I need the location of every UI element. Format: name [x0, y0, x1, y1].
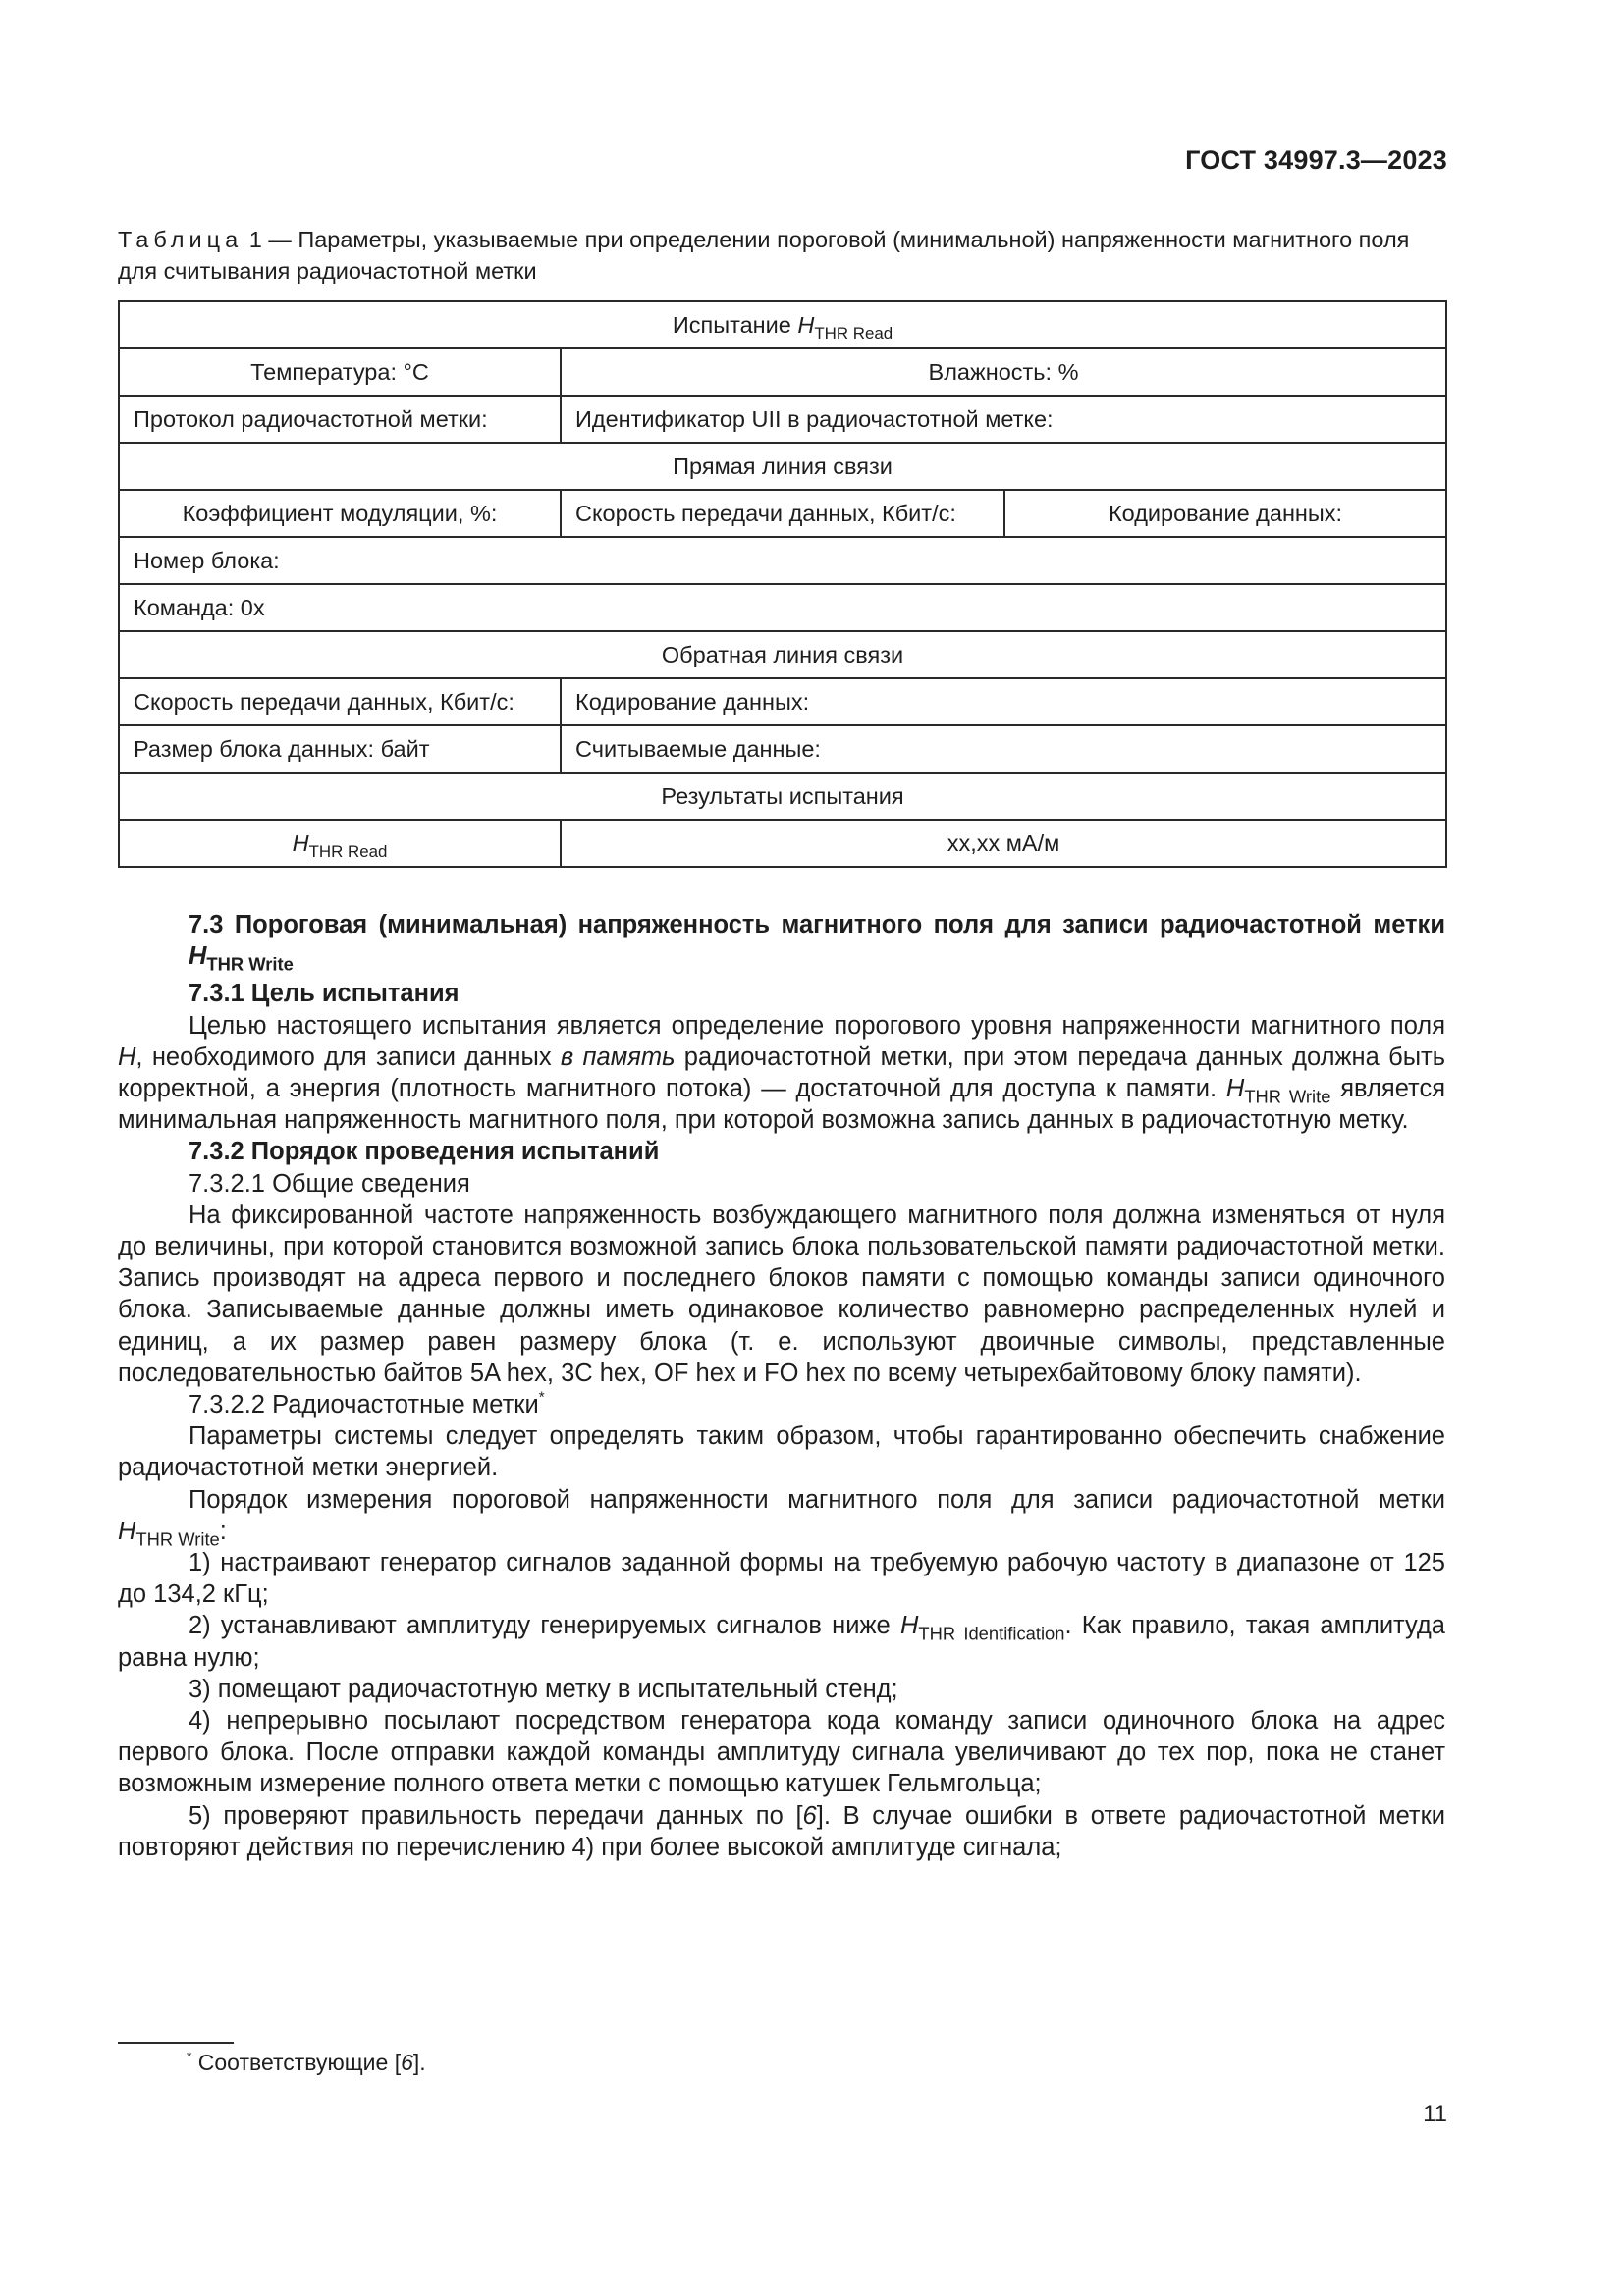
reverse-encoding-cell: Кодирование данных:: [561, 678, 1446, 725]
section-heading-7-3-1: 7.3.1 Цель испытания: [189, 980, 460, 1008]
footnote: * Соответствующие [6].: [187, 2049, 426, 2075]
forward-link-cell: Прямая линия связи: [119, 443, 1446, 490]
result-value-cell: хх,хх мА/м: [561, 820, 1446, 867]
caption-number: 1: [248, 227, 262, 252]
table-row: [119, 301, 1446, 348]
forward-encoding-cell: Кодирование данных:: [1004, 490, 1446, 537]
table-row: [119, 584, 1446, 631]
list-item: 2) устанавливают амплитуду генерируемых сигналов ниже $H_{THR Identification}$. Как правило, такая амплитуда равна нулю;: [118, 1612, 1445, 1672]
table-row: [119, 631, 1446, 678]
standard-number: ГОСТ 34997.3—2023: [1185, 145, 1447, 175]
forward-rate-cell: Скорость передачи данных, Кбит/с:: [561, 490, 1004, 537]
paragraph: Параметры системы следует определять таким образом, чтобы гарантированно обеспечить снабжение радиочастотной метки энергией.: [118, 1422, 1445, 1482]
table-row: [119, 443, 1446, 490]
table-row: [119, 490, 1446, 537]
body-text: [118, 909, 1445, 1863]
reverse-rate-cell: Скорость передачи данных, Кбит/с:: [119, 678, 561, 725]
table-row: [119, 537, 1446, 584]
parameters-table: [118, 300, 1447, 868]
reverse-link-cell: Обратная линия связи: [119, 631, 1446, 678]
temperature-cell: Температура: °С: [119, 348, 561, 396]
table-caption: [118, 224, 1445, 287]
command-cell: Команда: 0x: [119, 584, 1446, 631]
uii-cell: Идентификатор UII в радиочастотной метке:: [561, 396, 1446, 443]
table-row: [119, 348, 1446, 396]
section-heading-7-3: 7.3 Пороговая (минимальная) напряженность магнитного поля для записи радиочастотной метки $H_{THR Write}$: [189, 911, 1445, 975]
subsection-heading-7-3-2-2: 7.3.2.2 Радиочастотные метки*: [189, 1389, 545, 1419]
footnote-divider: [118, 2042, 234, 2044]
table-row: [119, 396, 1446, 443]
table-row: [119, 820, 1446, 867]
paragraph: Целью настоящего испытания является определение порогового уровня напряженности магнитного поля H, необходимого для записи данных в память радиочастотной метки, при этом передача данных должна быть корректной, а энергия (плотность магнитного потока) — достаточной для доступа к памяти. $H_{THR Write}$ является минимальная напряженность магнитного поля, при которой возможна запись данных в радиочастотную метку.: [118, 1011, 1445, 1135]
list-item: 3) помещают радиочастотную метку в испытательный стенд;: [189, 1675, 898, 1703]
protocol-cell: Протокол радиочастотной метки:: [119, 396, 561, 443]
paragraph: На фиксированной частоте напряженность возбуждающего магнитного поля должна изменяться от нуля до величины, при которой становится возможной запись блока пользовательской памяти радиочастотной метки. Запись производят на адреса первого и последнего блоков памяти с помощью команды записи одиночного блока. Записываемые данные должны иметь одинаковое количество равномерно распределенных нулей и единиц, а их размер равен размеру блока (т. е. используют двоичные символы, представленные последовательностью байтов 5A hex, 3C hex, OF hex и FO hex по всему четырехбайтовому блоку памяти).: [118, 1201, 1445, 1387]
section-heading-7-3-2: 7.3.2 Порядок проведения испытаний: [189, 1138, 660, 1166]
list-item: 4) непрерывно посылают посредством генератора кода команду записи одиночного блока на адрес первого блока. После отправки каждой команды амплитуду сигнала увеличивают до тех пор, пока не станет возможным измерение полного ответа метки с помощью катушек Гельмгольца;: [118, 1707, 1445, 1798]
block-number-cell: Номер блока:: [119, 537, 1446, 584]
modulation-cell: Коэффициент модуляции, %:: [119, 490, 561, 537]
subsection-heading-7-3-2-1: 7.3.2.1 Общие сведения: [189, 1169, 470, 1198]
list-item: 1) настраивают генератор сигналов заданной формы на требуемую рабочую частоту в диапазоне от 125 до 134,2 кГц;: [118, 1549, 1445, 1609]
results-cell: Результаты испытания: [119, 773, 1446, 820]
list-item: 5) проверяют правильность передачи данных по [6]. В случае ошибки в ответе радиочастотной метки повторяют действия по перечислению 4) при более высокой амплитуде сигнала;: [118, 1801, 1445, 1861]
table-row: [119, 773, 1446, 820]
read-data-cell: Считываемые данные:: [561, 725, 1446, 773]
paragraph-continuation: $H_{THR Write}$:: [118, 1517, 227, 1550]
caption-label: Таблица: [118, 227, 244, 252]
table-row: [119, 725, 1446, 773]
page-number: 11: [1423, 2101, 1447, 2127]
paragraph: Порядок измерения пороговой напряженности магнитного поля для записи радиочастотной метки: [189, 1485, 1445, 1514]
caption-text: — Параметры, указываемые при определении пороговой (минимальной) напряженности магнитного поля для считывания радиочастотной метки: [118, 227, 1410, 284]
result-symbol-cell: $H_{THR Read}$: [119, 820, 561, 867]
table-row: [119, 678, 1446, 725]
humidity-cell: Влажность: %: [561, 348, 1446, 396]
block-size-cell: Размер блока данных: байт: [119, 725, 561, 773]
test-title-cell: Испытание $H_{THR Read}$: [119, 301, 1446, 348]
